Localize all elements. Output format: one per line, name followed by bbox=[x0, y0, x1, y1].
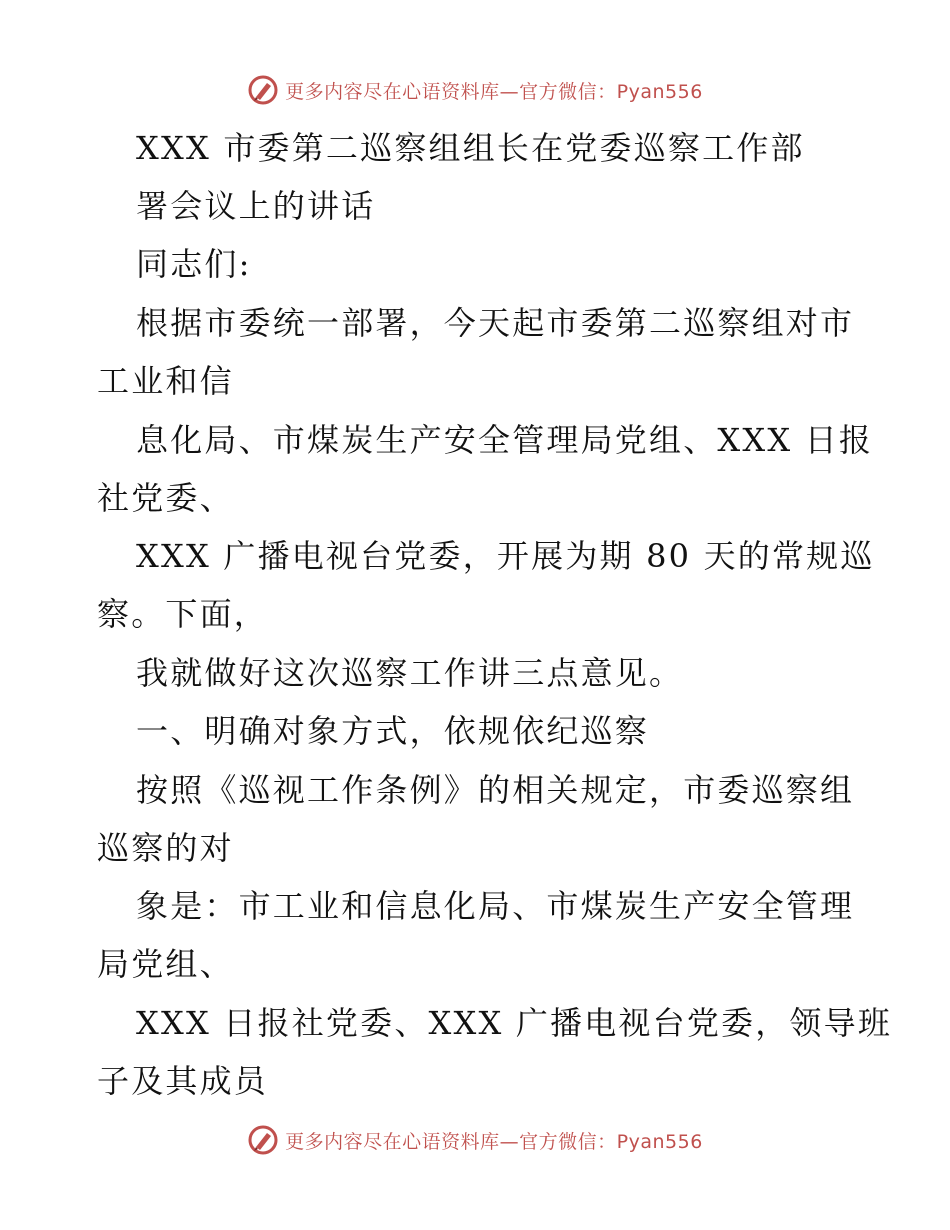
paragraph-line: 社党委、 bbox=[97, 479, 234, 517]
section-heading: 一、明确对象方式，依规依纪巡察 bbox=[136, 712, 650, 750]
footer-banner-text: 更多内容尽在心语资料库—官方微信：Pyan556 bbox=[285, 1130, 703, 1153]
header-banner-text: 更多内容尽在心语资料库—官方微信：Pyan556 bbox=[285, 80, 703, 103]
paragraph-line: 子及其成员 bbox=[97, 1062, 269, 1100]
paragraph-line: 息化局、市煤炭生产安全管理局党组、XXX 日报 bbox=[136, 421, 874, 459]
pen-logo-icon bbox=[247, 74, 279, 106]
salutation: 同志们: bbox=[136, 245, 252, 283]
paragraph-line: 按照《巡视工作条例》的相关规定，市委巡察组 bbox=[136, 771, 855, 809]
paragraph-line: 象是：市工业和信息化局、市煤炭生产安全管理 bbox=[136, 887, 855, 925]
header-banner bbox=[0, 70, 950, 110]
paragraph-line: 根据市委统一部署，今天起市委第二巡察组对市 bbox=[136, 304, 855, 342]
paragraph-line: 巡察的对 bbox=[97, 829, 234, 867]
paragraph-line: 察。下面， bbox=[97, 595, 269, 633]
paragraph-line: XXX 日报社党委、XXX 广播电视台党委，领导班 bbox=[136, 1004, 893, 1042]
title-line-1: XXX 市委第二巡察组组长在党委巡察工作部 bbox=[136, 129, 805, 167]
pen-logo-icon bbox=[247, 1124, 279, 1156]
footer-banner bbox=[0, 1120, 950, 1160]
paragraph-line: 局党组、 bbox=[97, 945, 234, 983]
paragraph-line: 工业和信 bbox=[97, 362, 234, 400]
paragraph-line: XXX 广播电视台党委，开展为期 80 天的常规巡 bbox=[136, 537, 875, 575]
title-line-2: 署会议上的讲话 bbox=[136, 187, 376, 225]
paragraph-line: 我就做好这次巡察工作讲三点意见。 bbox=[136, 654, 684, 692]
